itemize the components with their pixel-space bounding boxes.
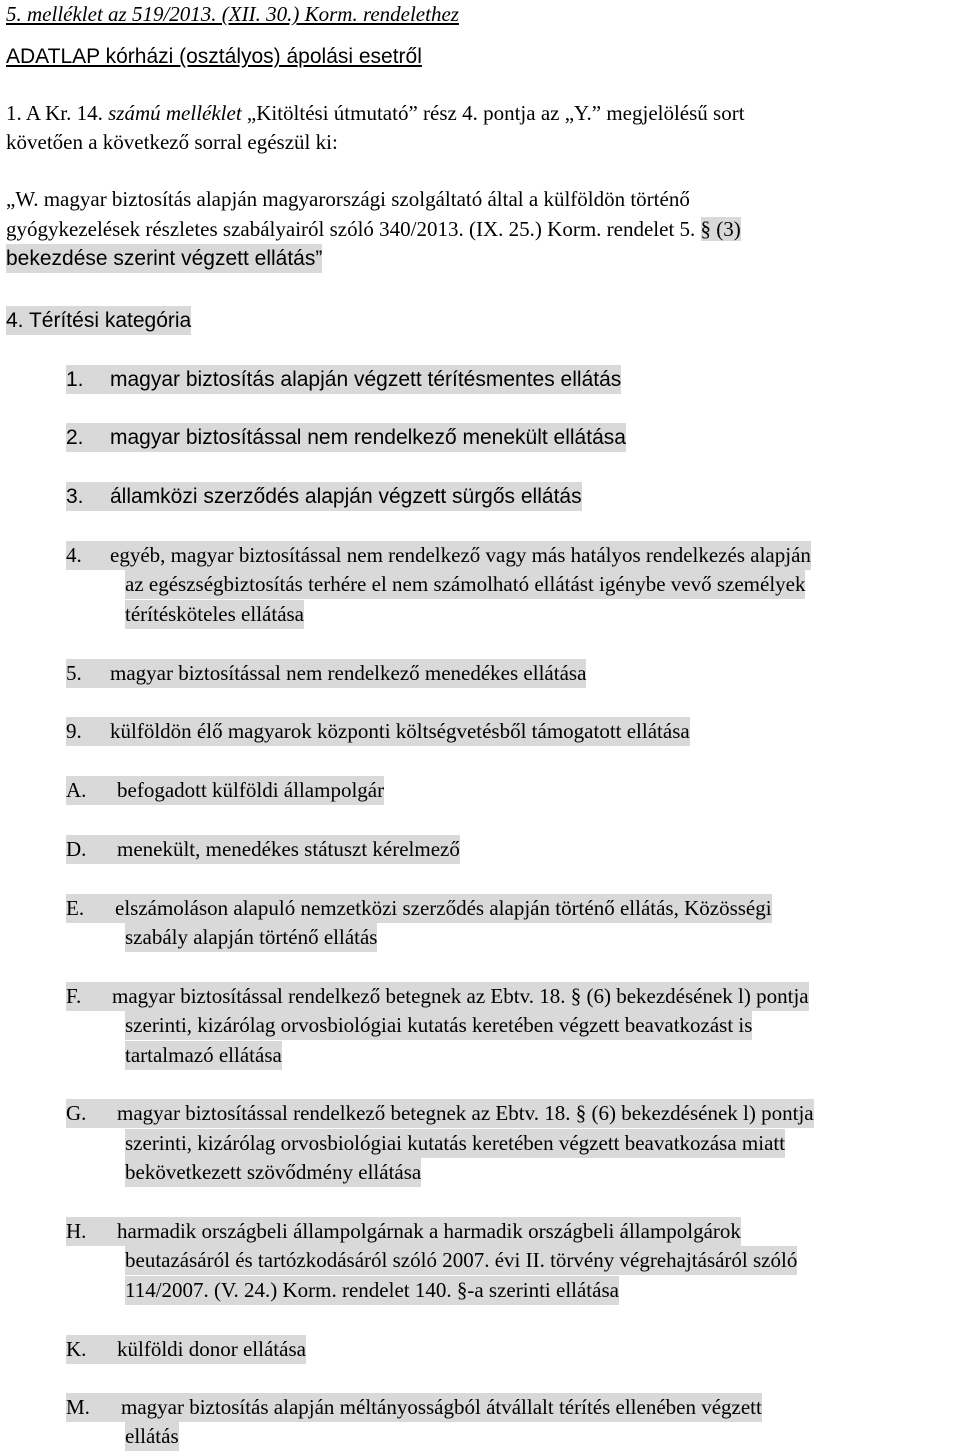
category-h-line-3: 114/2007. (V. 24.) Korm. rendelet 140. §-a szerinti ellátása bbox=[125, 1276, 619, 1305]
category-2: 2. magyar biztosítással nem rendelkező menekült ellátása bbox=[66, 423, 626, 452]
category-f-line-1: F. magyar biztosítással rendelkező betegnek az Ebtv. 18. § (6) bekezdésének l) pontja bbox=[66, 982, 809, 1011]
intro-line-1-italic: számú melléklet bbox=[108, 101, 242, 125]
category-5: 5. magyar biztosítással nem rendelkező menedékes ellátása bbox=[66, 659, 586, 688]
category-d: D. menekült, menedékes státuszt kérelmező bbox=[66, 835, 460, 864]
quote-line-3: bekezdése szerint végzett ellátás” bbox=[6, 244, 322, 273]
quote-line-2-a: gyógykezelések részletes szabályairól szóló 340/2013. (IX. 25.) Korm. rendelet 5. bbox=[6, 217, 701, 241]
category-m-line-1: M. magyar biztosítás alapján méltányosságból átvállalt térítés ellenében végzett bbox=[66, 1393, 762, 1422]
category-g-line-3: bekövetkezett szövődmény ellátása bbox=[125, 1158, 421, 1187]
sheet-title: ADATLAP kórházi (osztályos) ápolási esetről bbox=[6, 45, 422, 68]
category-3: 3. államközi szerződés alapján végzett sürgős ellátás bbox=[66, 482, 582, 511]
category-h-line-2: beutazásáról és tartózkodásáról szóló 2007. évi II. törvény végrehajtásáról szóló bbox=[125, 1246, 797, 1275]
intro-line-1 bbox=[6, 99, 745, 128]
category-e-line-1: E. elszámoláson alapuló nemzetközi szerződés alapján történő ellátás, Közösségi bbox=[66, 894, 772, 923]
intro-line-2: követően a következő sorral egészül ki: bbox=[6, 130, 338, 154]
category-m-line-2: ellátás bbox=[125, 1422, 179, 1451]
category-1: 1. magyar biztosítás alapján végzett térítésmentes ellátás bbox=[66, 365, 621, 394]
quote-line-2-b: § (3) bbox=[700, 217, 741, 241]
category-a: A. befogadott külföldi állampolgár bbox=[66, 776, 384, 805]
category-4-line-2: az egészségbiztosítás terhére el nem számolható ellátást igénybe vevő személyek bbox=[125, 570, 805, 599]
category-4-line-3: térítésköteles ellátása bbox=[125, 600, 304, 629]
category-9: 9. külföldön élő magyarok központi költségvetésből támogatott ellátása bbox=[66, 717, 690, 746]
intro-line-1-pre: 1. A Kr. 14. bbox=[6, 101, 109, 125]
category-e-line-2: szabály alapján történő ellátás bbox=[125, 923, 377, 952]
category-k: K. külföldi donor ellátása bbox=[66, 1335, 306, 1364]
category-f-line-3: tartalmazó ellátása bbox=[125, 1041, 282, 1070]
category-4-line-1: 4. egyéb, magyar biztosítással nem rendelkező vagy más hatályos rendelkezés alapján bbox=[66, 541, 811, 570]
quote-line-2 bbox=[6, 215, 741, 244]
category-g-line-2: szerinti, kizárólag orvosbiológiai kutatás keretében végzett beavatkozása miatt bbox=[125, 1129, 785, 1158]
category-h-line-1: H. harmadik országbeli állampolgárnak a harmadik országbeli állampolgárok bbox=[66, 1217, 741, 1246]
category-g-line-1: G. magyar biztosítással rendelkező betegnek az Ebtv. 18. § (6) bekezdésének l) pontja bbox=[66, 1099, 814, 1128]
section-title: 4. Térítési kategória bbox=[6, 306, 191, 335]
quote-line-1: „W. magyar biztosítás alapján magyarországi szolgáltató által a külföldön történő bbox=[6, 187, 690, 211]
category-f-line-2: szerinti, kizárólag orvosbiológiai kutatás keretében végzett beavatkozást is bbox=[125, 1011, 752, 1040]
annex-title: 5. melléklet az 519/2013. (XII. 30.) Korm. rendelethez bbox=[6, 2, 459, 26]
intro-line-1-post: „Kitöltési útmutató” rész 4. pontja az „Y.” megjelölésű sort bbox=[241, 101, 745, 125]
